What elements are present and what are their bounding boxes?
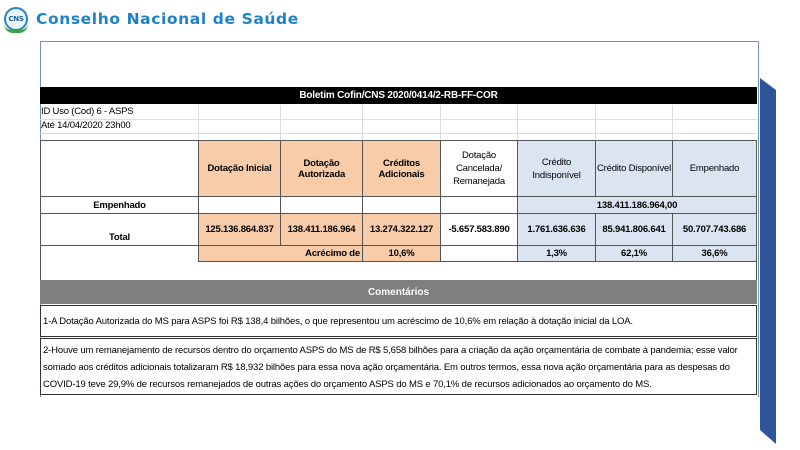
col-dotacao-cancelada: Dotação Cancelada/ Remanejada [440,140,518,197]
col-dotacao-autorizada: Dotação Autorizada [280,140,363,197]
header [4,6,299,32]
row-acrescimo-label: Acrécimo de [198,245,363,262]
total-dotacao-autorizada: 138.411.186.964 [280,213,363,246]
row-empenhado-value: 138.411.186.964,00 [517,196,757,214]
comment-2: 2-Houve um remanejamento de recursos dentro do orçamento ASPS do MS de R$ 5,658 bilhões para a criação da ação orçamentária de combate à pandemia; esse valor somado aos créditos adicionais totalizaram R$ 18,932 bilhões para essa nova ação orçamentária. Em outros termos, essa nova ação orçamentária para as despesas do COVID-19 teve 29,9% de recursos remanejados de outras ações do orçamento ASPS do MS e 70,1% de recursos adicionados ao orçamento do MS. [40,338,757,395]
acrescimo-indisponivel: 1,3% [517,245,596,262]
gridline [672,105,673,140]
gridline [40,119,757,120]
total-credito-disponivel: 85.941.806.641 [595,213,673,246]
gridline [440,105,441,140]
acrescimo-empenhado: 36,6% [672,245,757,262]
sheet-title: Boletim Cofin/CNS 2020/0414/2-RB-FF-COR [40,87,757,104]
comment-1: 1-A Dotação Autorizada do MS para ASPS foi R$ 138,4 bilhões, o que representou um acréscimo de 10,6% em relação à dotação inicial da LOA. [40,305,757,337]
gridline [517,105,518,140]
col-empenhado: Empenhado [672,140,757,197]
org-name: Conselho Nacional de Saúde [36,10,299,28]
meta-id-uso: ID Uso (Cod) 6 - ASPS [41,106,134,117]
row-empenhado-label: Empenhado [40,196,199,214]
left-border [40,245,41,280]
empty-cell [440,245,518,262]
col-dotacao-inicial: Dotação Inicial [198,140,281,197]
acrescimo-disponivel: 62,1% [595,245,673,262]
total-dotacao-inicial: 125.136.864.837 [198,213,281,246]
col-credito-indisponivel: Crédito Indisponível [517,140,596,197]
empty-cell [280,196,363,214]
empty-cell [362,196,441,214]
header-empty-cell [40,140,199,197]
total-credito-indisponivel: 1.761.636.636 [517,213,596,246]
total-creditos-adicionais: 13.274.322.127 [362,213,441,246]
cns-logo [4,7,28,31]
empty-cell [198,196,281,214]
gridline [40,133,757,134]
gridline [362,105,363,140]
total-dotacao-cancelada: -5.657.583.890 [440,213,518,246]
gridline [198,105,199,140]
col-creditos-adicionais: Créditos Adicionais [362,140,441,197]
logo-text: CNS [8,15,24,23]
empty-cell [440,196,518,214]
row-total-label: Total [40,213,199,246]
meta-date: Até 14/04/2020 23h00 [41,120,131,131]
comments-title: Comentários [40,280,757,304]
gridline [595,105,596,140]
total-empenhado: 50.707.743.686 [672,213,757,246]
acrescimo-creditos: 10,6% [362,245,441,262]
gridline [280,105,281,140]
col-credito-disponivel: Crédito Disponível [595,140,673,197]
right-border [756,245,757,280]
